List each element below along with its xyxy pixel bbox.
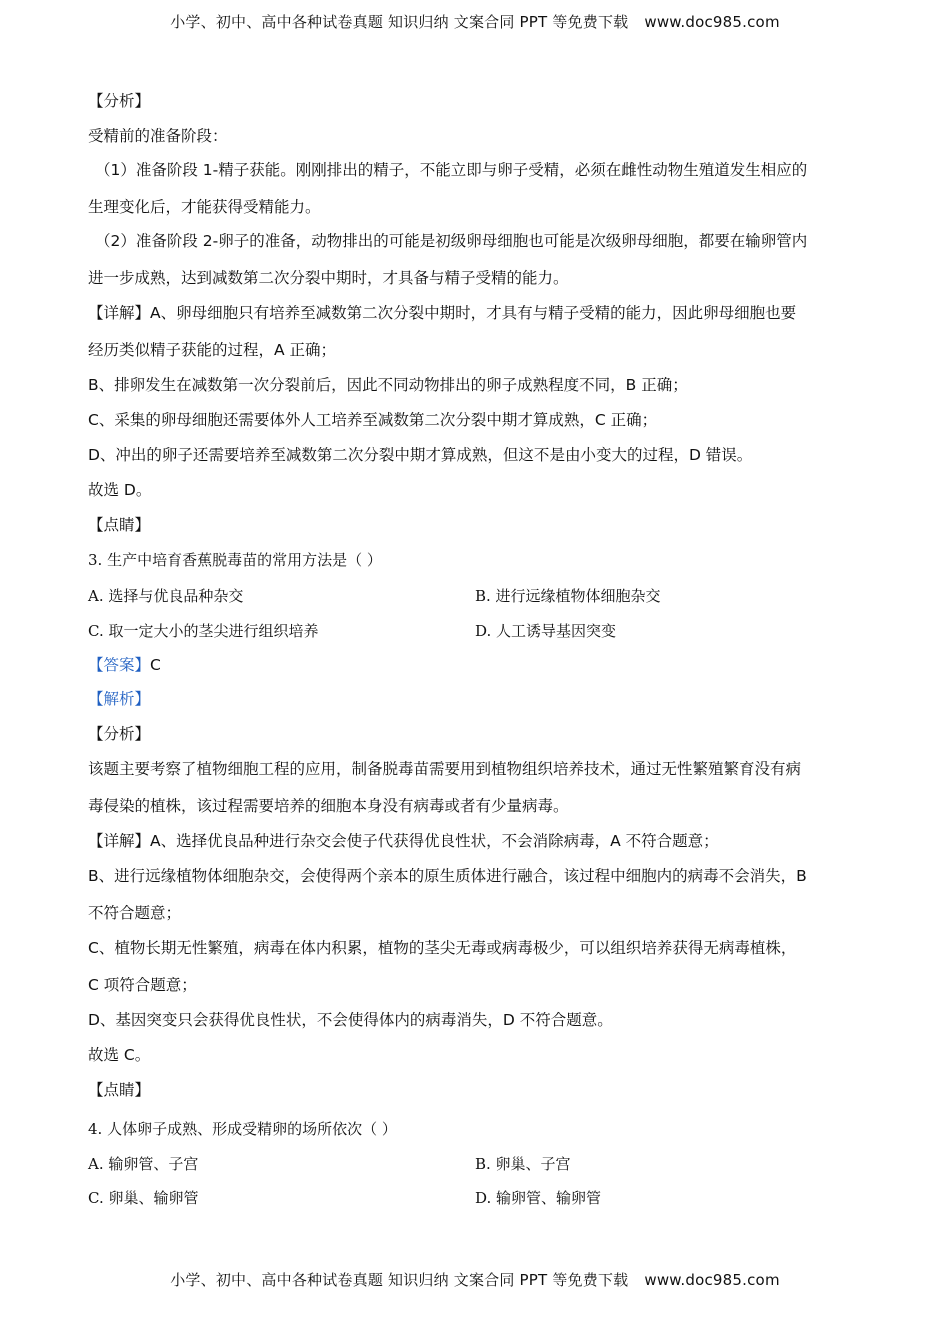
q4-option-b: B. 卵巢、子宫 [475,1155,571,1173]
q3-option-c-line1: C、植物长期无性繁殖，病毒在体内积累，植物的茎尖无毒或病毒极少，可以组织培养获得无病毒植株， [88,939,797,957]
q2-fenxi-title: 受精前的准备阶段： [88,127,228,145]
q3-option-d-explain: D、基因突变只会获得优良性状，不会使得体内的病毒消失，D 不符合题意。 [88,1011,613,1029]
q3-option-b: B. 进行远缘植物体细胞杂交 [475,587,661,605]
q2-conclusion: 故选 D。 [88,481,152,499]
q3-xiangjie-a: 【详解】A、选择优良品种进行杂交会使子代获得优良性状，不会消除病毒，A 不符合题意； [88,832,719,850]
header-text: 小学、初中、高中各种试卷真题 知识归纳 文案合同 PPT 等免费下载 [170,13,629,31]
q3-jiexi-label: 【解析】 [88,690,151,708]
q3-option-a: A. 选择与优良品种杂交 [88,587,244,605]
q3-dianjing: 【点睛】 [88,1081,151,1099]
q3-conclusion: 故选 C。 [88,1046,151,1064]
q3-fenxi-line2: 毒侵染的植株，该过程需要培养的细胞本身没有病毒或者有少量病毒。 [88,797,569,815]
q3-option-c: C. 取一定大小的茎尖进行组织培养 [88,622,319,640]
q4-stem: 4. 人体卵子成熟、形成受精卵的场所依次（ ） [88,1120,397,1138]
q3-option-b-line1: B、进行远缘植物体细胞杂交，会使得两个亲本的原生质体进行融合，该过程中细胞内的病毒不会消失，B [88,867,807,885]
q3-option-c-line2: C 项符合题意； [88,976,197,994]
q3-fenxi-label: 【分析】 [88,725,151,743]
q2-xiangjie-line2: 经历类似精子获能的过程，A 正确； [88,341,337,359]
q3-answer [88,654,868,676]
q3-option-b-line2: 不符合题意； [88,904,182,922]
q2-para1-line1: （1）准备阶段 1-精子获能。刚刚排出的精子，不能立即与卵子受精，必须在雌性动物生殖道发生相应的 [95,161,808,179]
q3-answer-value: C [150,656,161,674]
page-footer [0,1269,950,1290]
q3-answer-label: 【答案】 [88,656,151,674]
page-header [0,11,950,32]
q4-option-d: D. 输卵管、输卵管 [475,1189,602,1207]
q3-stem: 3. 生产中培育香蕉脱毒苗的常用方法是（ ） [88,551,382,569]
q2-dianjing: 【点睛】 [88,516,151,534]
q2-para2-line1: （2）准备阶段 2-卵子的准备，动物排出的可能是初级卵母细胞也可能是次级卵母细胞，都要在输卵管内 [95,232,808,250]
q3-fenxi-line1: 该题主要考察了植物细胞工程的应用，制备脱毒苗需要用到植物组织培养技术，通过无性繁殖繁育没有病 [88,760,802,778]
q4-option-a: A. 输卵管、子宫 [88,1155,199,1173]
q2-para1-line2: 生理变化后，才能获得受精能力。 [88,198,321,216]
q2-option-d-explain: D、冲出的卵子还需要培养至减数第二次分裂中期才算成熟，但这不是由小变大的过程，D 错误。 [88,446,753,464]
q2-option-b-explain: B、排卵发生在减数第一次分裂前后，因此不同动物排出的卵子成熟程度不同，B 正确； [88,376,688,394]
q2-option-c-explain: C、采集的卵母细胞还需要体外人工培养至减数第二次分裂中期才算成熟，C 正确； [88,411,658,429]
footer-url[interactable]: www.doc985.com [644,1271,780,1289]
footer-text: 小学、初中、高中各种试卷真题 知识归纳 文案合同 PPT 等免费下载 [170,1271,629,1289]
q2-fenxi-label: 【分析】 [88,92,151,110]
header-url[interactable]: www.doc985.com [644,13,780,31]
q4-option-c: C. 卵巢、输卵管 [88,1189,199,1207]
q2-para2-line2: 进一步成熟，达到减数第二次分裂中期时，才具备与精子受精的能力。 [88,269,569,287]
q2-xiangjie-line1: 【详解】A、卵母细胞只有培养至减数第二次分裂中期时，才具有与精子受精的能力，因此卵母细胞也要 [88,304,797,322]
q3-option-d: D. 人工诱导基因突变 [475,622,617,640]
